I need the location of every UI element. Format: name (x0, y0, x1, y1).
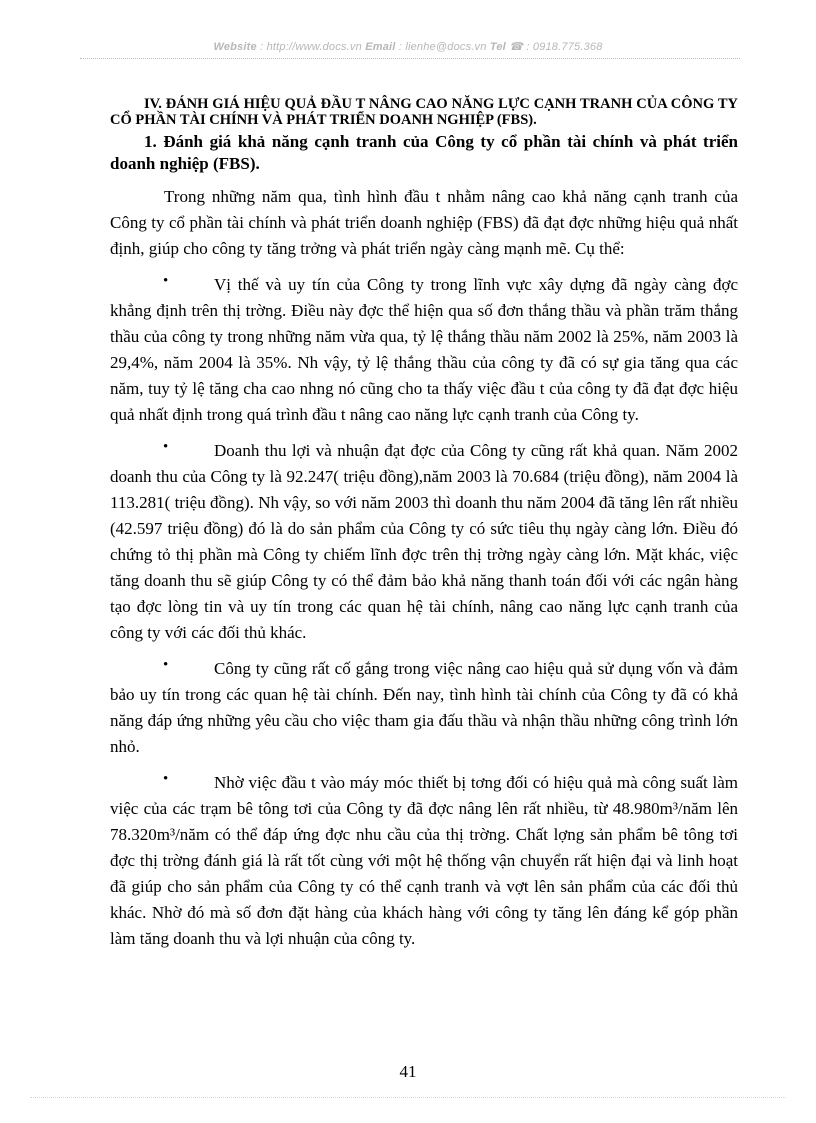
bullet-item (110, 272, 738, 428)
email-label: Email (365, 41, 396, 53)
bullet-icon: • (163, 771, 169, 787)
bullet-text: Vị thế và uy tín của Công ty trong lĩnh vực xây dựng đã ngày càng đợc khẳng định trên thị trờng. Điều này đợc thể hiện qua số đơn thắng thầu và phần trăm thắng thầu của công ty trong những năm vừa qua, tỷ lệ thắng thầu năm 2002 là 25%, năm 2003 là 29,4%, năm 2004 là 35%. Nh vậy, tỷ lệ thắng thầu của công ty đã có sự gia tăng qua các năm, tuy tỷ lệ tăng cha cao nhng nó cũng cho ta thấy việc đầu t của công ty đã đạt đợc hiệu quả nhất định trong quá trình đầu t nâng cao năng lực cạnh tranh của Công ty. (110, 275, 738, 424)
bullet-text: Doanh thu lợi và nhuận đạt đợc của Công ty cũng rất khả quan. Năm 2002 doanh thu của Công ty là 92.247( triệu đồng),năm 2003 là 70.684 (triệu đồng), năm 2004 là 113.281( triệu đồng). Nh vậy, so với năm 2003 thì doanh thu năm 2004 đã tăng lên rất nhiều (42.597 triệu đồng) đó là do sản phẩm của Công ty có sức tiêu thụ ngày càng lớn. Điều đó chứng tỏ thị phần mà Công ty chiếm lĩnh đợc trên thị trờng ngày càng lớn. Mặt khác, việc tăng doanh thu sẽ giúp Công ty có thể đảm bảo khả năng thanh toán đối với các ngân hàng tạo đợc lòng tin và uy tín trong các quan hệ tài chính, nâng cao năng lực cạnh tranh của công ty với các đối thủ khác. (110, 441, 738, 642)
website-value: : http://www.docs.vn (260, 41, 362, 53)
tel-label: Tel (489, 41, 506, 53)
intro-paragraph: Trong những năm qua, tình hình đầu t nhằm nâng cao khả năng cạnh tranh của Công ty cổ phần tài chính và phát triển doanh nghiệp (FBS) đã đạt đợc những hiệu quả nhất định, giúp cho công ty tăng trởng và phát triển ngày càng mạnh mẽ. Cụ thể: (110, 187, 738, 258)
email-value: : lienhe@docs.vn (398, 41, 487, 53)
document-body (110, 96, 738, 952)
bullet-text: Công ty cũng rất cố gắng trong việc nâng cao hiệu quả sử dụng vốn và đảm bảo uy tín trong các quan hệ tài chính. Đến nay, tình hình tài chính của Công ty đã có khả năng đáp ứng những yêu cầu cho việc tham gia đấu thầu và nhận thầu những công trình lớn nhỏ. (110, 659, 738, 756)
page-header (0, 40, 816, 53)
section-title: IV. ĐÁNH GIÁ HIỆU QUẢ ĐẦU T NÂNG CAO NĂNG LỰC CẠNH TRANH CỦA CÔNG TY CỔ PHẦN TÀI CHÍNH VÀ PHÁT TRIỂN DOANH NGHIỆP (FBS). (110, 96, 738, 128)
bullet-item (110, 438, 738, 646)
bullet-text: Nhờ việc đầu t vào máy móc thiết bị tơng đối có hiệu quả mà công suất làm việc của các trạm bê tông tơi của Công ty đã đợc nâng lên rất nhiều, từ 48.980m³/năm lên 78.320m³/năm có thể đáp ứng đợc nhu cầu của thị trờng. Chất lợng sản phẩm bê tông tơi đợc thị trờng đánh giá là rất tốt cùng với một hệ thống vận chuyển rất hiện đại và linh hoạt đã giúp cho sản phẩm của Công ty có thể cạnh tranh và vợt lên sản phẩm của các đối thủ khác. Nhờ đó mà số đơn đặt hàng của khách hàng với công ty tăng lên đáng kể góp phần làm tăng doanh thu và lợi nhuận của công ty. (110, 773, 738, 948)
footer-divider (30, 1097, 786, 1098)
bullet-icon: • (163, 657, 169, 673)
bullet-item (110, 656, 738, 760)
page-number: 41 (399, 1062, 417, 1081)
tel-value: ☎ : 0918.775.368 (509, 41, 603, 53)
header-divider (80, 58, 740, 59)
bullet-item (110, 770, 738, 952)
subsection-title: 1. Đánh giá khả năng cạnh tranh của Công ty cổ phần tài chính và phát triển doanh nghiệp (FBS). (110, 132, 738, 173)
bullet-icon: • (163, 439, 169, 455)
bullet-icon: • (163, 273, 169, 289)
website-label: Website (213, 41, 257, 53)
